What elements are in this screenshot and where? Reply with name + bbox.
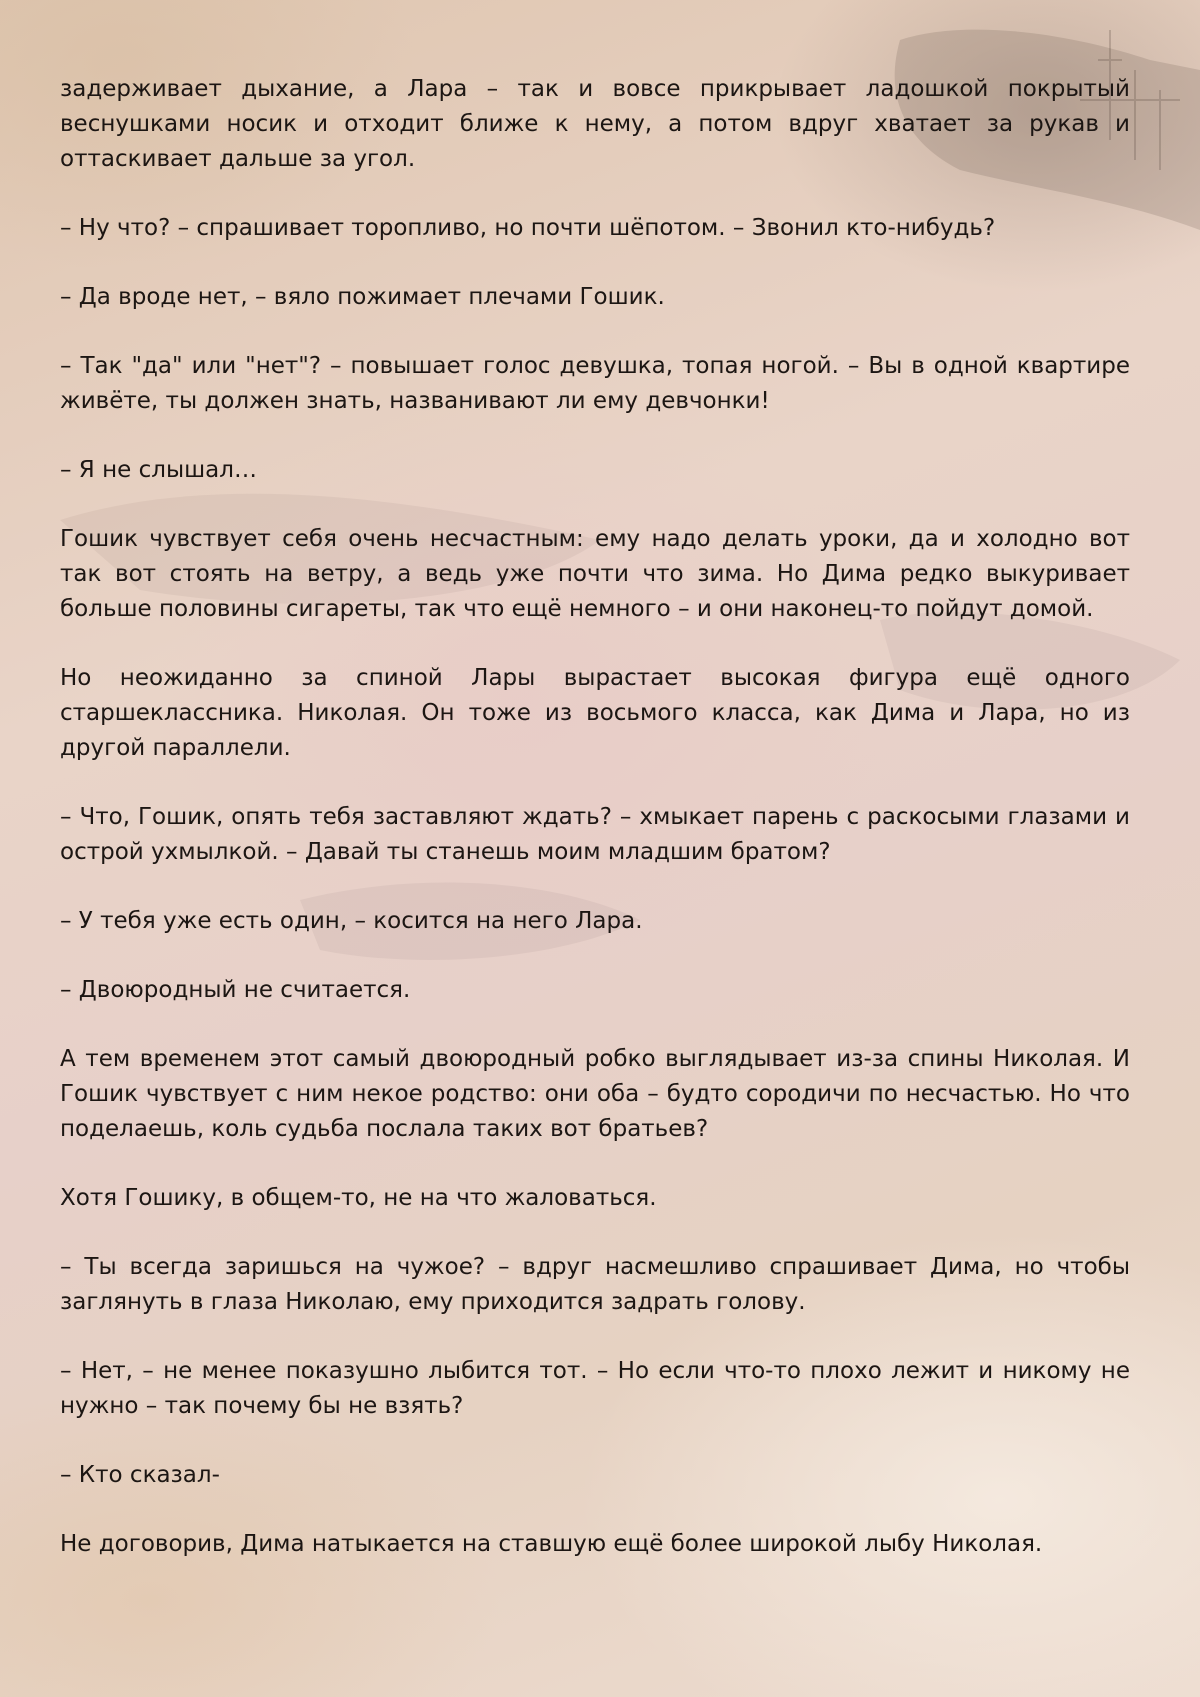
- paragraph-13: – Ты всегда заришься на чужое? – вдруг насмешливо спрашивает Дима, но чтобы заглянуть в глаза Николаю, ему приходится задрать голову.: [60, 1254, 1130, 1315]
- paragraph-5: – Я не слышал…: [60, 457, 257, 483]
- paragraph-6: Гошик чувствует себя очень несчастным: ему надо делать уроки, да и холодно вот так вот стоять на ветру, а ведь уже почти что зима. Но Дима редко выкуривает больше половины сигареты, так что ещё немного – и они наконец-то пойдут домой.: [60, 526, 1130, 622]
- paragraph-11: А тем временем этот самый двоюродный робко выглядывает из-за спины Николая. И Гошик чувствует с ним некое родство: они оба – будто сородичи по несчастью. Но что поделаешь, коль судьба послала таких вот братьев?: [60, 1046, 1130, 1142]
- paragraph-2: – Ну что? – спрашивает торопливо, но почти шёпотом. – Звонил кто-нибудь?: [60, 215, 996, 241]
- paragraph-14: – Нет, – не менее показушно лыбится тот. – Но если что-то плохо лежит и никому не нужно – так почему бы не взять?: [60, 1358, 1130, 1419]
- paragraph-10: – Двоюродный не считается.: [60, 977, 411, 1003]
- document-body: [60, 72, 1130, 1562]
- paragraph-7: Но неожиданно за спиной Лары вырастает высокая фигура ещё одного старшеклассника. Николая. Он тоже из восьмого класса, как Дима и Лара, но из другой параллели.: [60, 665, 1130, 761]
- paragraph-8: – Что, Гошик, опять тебя заставляют ждать? – хмыкает парень с раскосыми глазами и острой ухмылкой. – Давай ты станешь моим младшим братом?: [60, 804, 1130, 865]
- paragraph-9: – У тебя уже есть один, – косится на него Лара.: [60, 908, 643, 934]
- paragraph-1: задерживает дыхание, а Лара – так и вовсе прикрывает ладошкой покрытый веснушками носик и отходит ближе к нему, а потом вдруг хватает за рукав и оттаскивает дальше за угол.: [60, 76, 1130, 172]
- paragraph-15: – Кто сказал-: [60, 1462, 220, 1488]
- paragraph-16: Не договорив, Дима натыкается на ставшую ещё более широкой лыбу Николая.: [60, 1531, 1043, 1557]
- paragraph-4: – Так "да" или "нет"? – повышает голос девушка, топая ногой. – Вы в одной квартире живёте, ты должен знать, названивают ли ему девчонки!: [60, 353, 1130, 414]
- paragraph-12: Хотя Гошику, в общем-то, не на что жаловаться.: [60, 1185, 657, 1211]
- paragraph-3: – Да вроде нет, – вяло пожимает плечами Гошик.: [60, 284, 665, 310]
